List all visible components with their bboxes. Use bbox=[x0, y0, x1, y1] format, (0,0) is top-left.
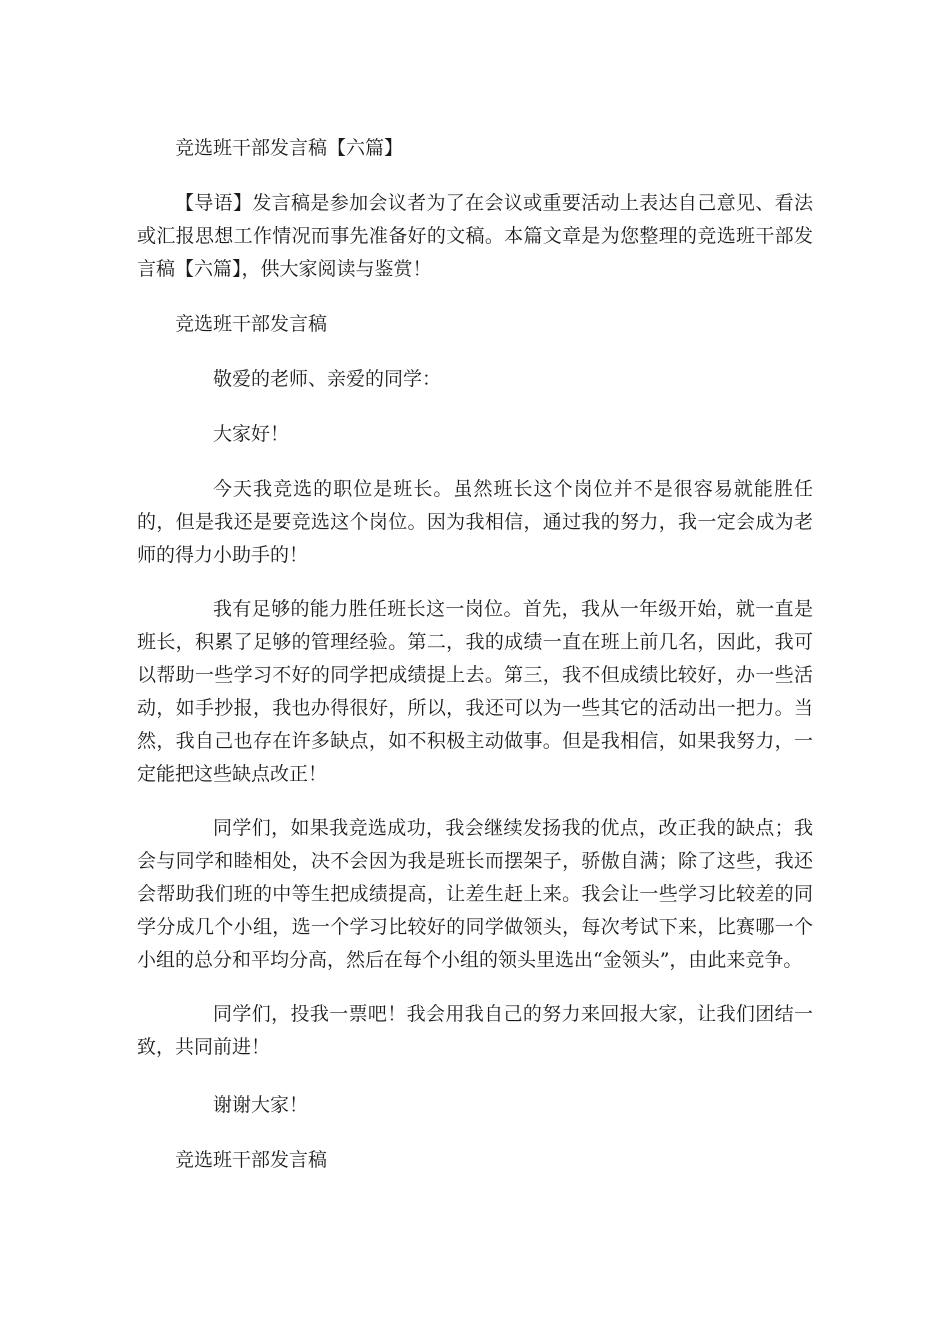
intro-paragraph: 【导语】发言稿是参加会议者为了在会议或重要活动上表达自己意见、看法或汇报思想工作情况而事先准备好的文稿。本篇文章是为您整理的竞选班干部发言稿【六篇】，供大家阅读与鉴赏！ bbox=[137, 192, 813, 280]
body-paragraph: 今天我竞选的职位是班长。虽然班长这个岗位并不是很容易就能胜任的，但是我还是要竞选这个岗位。因为我相信，通过我的努力，我一定会成为老师的得力小助手的！ bbox=[137, 478, 813, 566]
salutation: 敬爱的老师、亲爱的同学： bbox=[213, 368, 442, 390]
body-paragraph: 同学们，如果我竞选成功，我会继续发扬我的优点，改正我的缺点；我会与同学和睦相处，决不会因为我是班长而摆架子，骄傲自满；除了这些，我还会帮助我们班的中等生把成绩提高，让差生赶上来。我会让一些学习比较差的同学分成几个小组，选一个学习比较好的同学做领头，每次考试下来，比赛哪一个小组的总分和平均分高，然后在每个小组的领头里选出“金领头”，由此来竞争。 bbox=[137, 817, 813, 971]
body-paragraph: 同学们，投我一票吧！我会用我自己的努力来回报大家，让我们团结一致，共同前进！ bbox=[137, 1003, 813, 1058]
section-heading: 竞选班干部发言稿 bbox=[175, 1149, 328, 1171]
section-heading: 竞选班干部发言稿 bbox=[175, 313, 328, 335]
greeting: 大家好！ bbox=[213, 423, 290, 445]
document-title: 竞选班干部发言稿【六篇】 bbox=[175, 137, 404, 159]
body-paragraph: 我有足够的能力胜任班长这一岗位。首先，我从一年级开始，就一直是班长，积累了足够的管理经验。第二，我的成绩一直在班上前几名，因此，我可以帮助一些学习不好的同学把成绩提上去。第三，我不但成绩比较好，办一些活动，如手抄报，我也办得很好，所以，我还可以为一些其它的活动出一把力。当然，我自己也存在许多缺点，如不积极主动做事。但是我相信，如果我努力，一定能把这些缺点改正！ bbox=[137, 598, 813, 785]
closing: 谢谢大家！ bbox=[213, 1094, 309, 1116]
